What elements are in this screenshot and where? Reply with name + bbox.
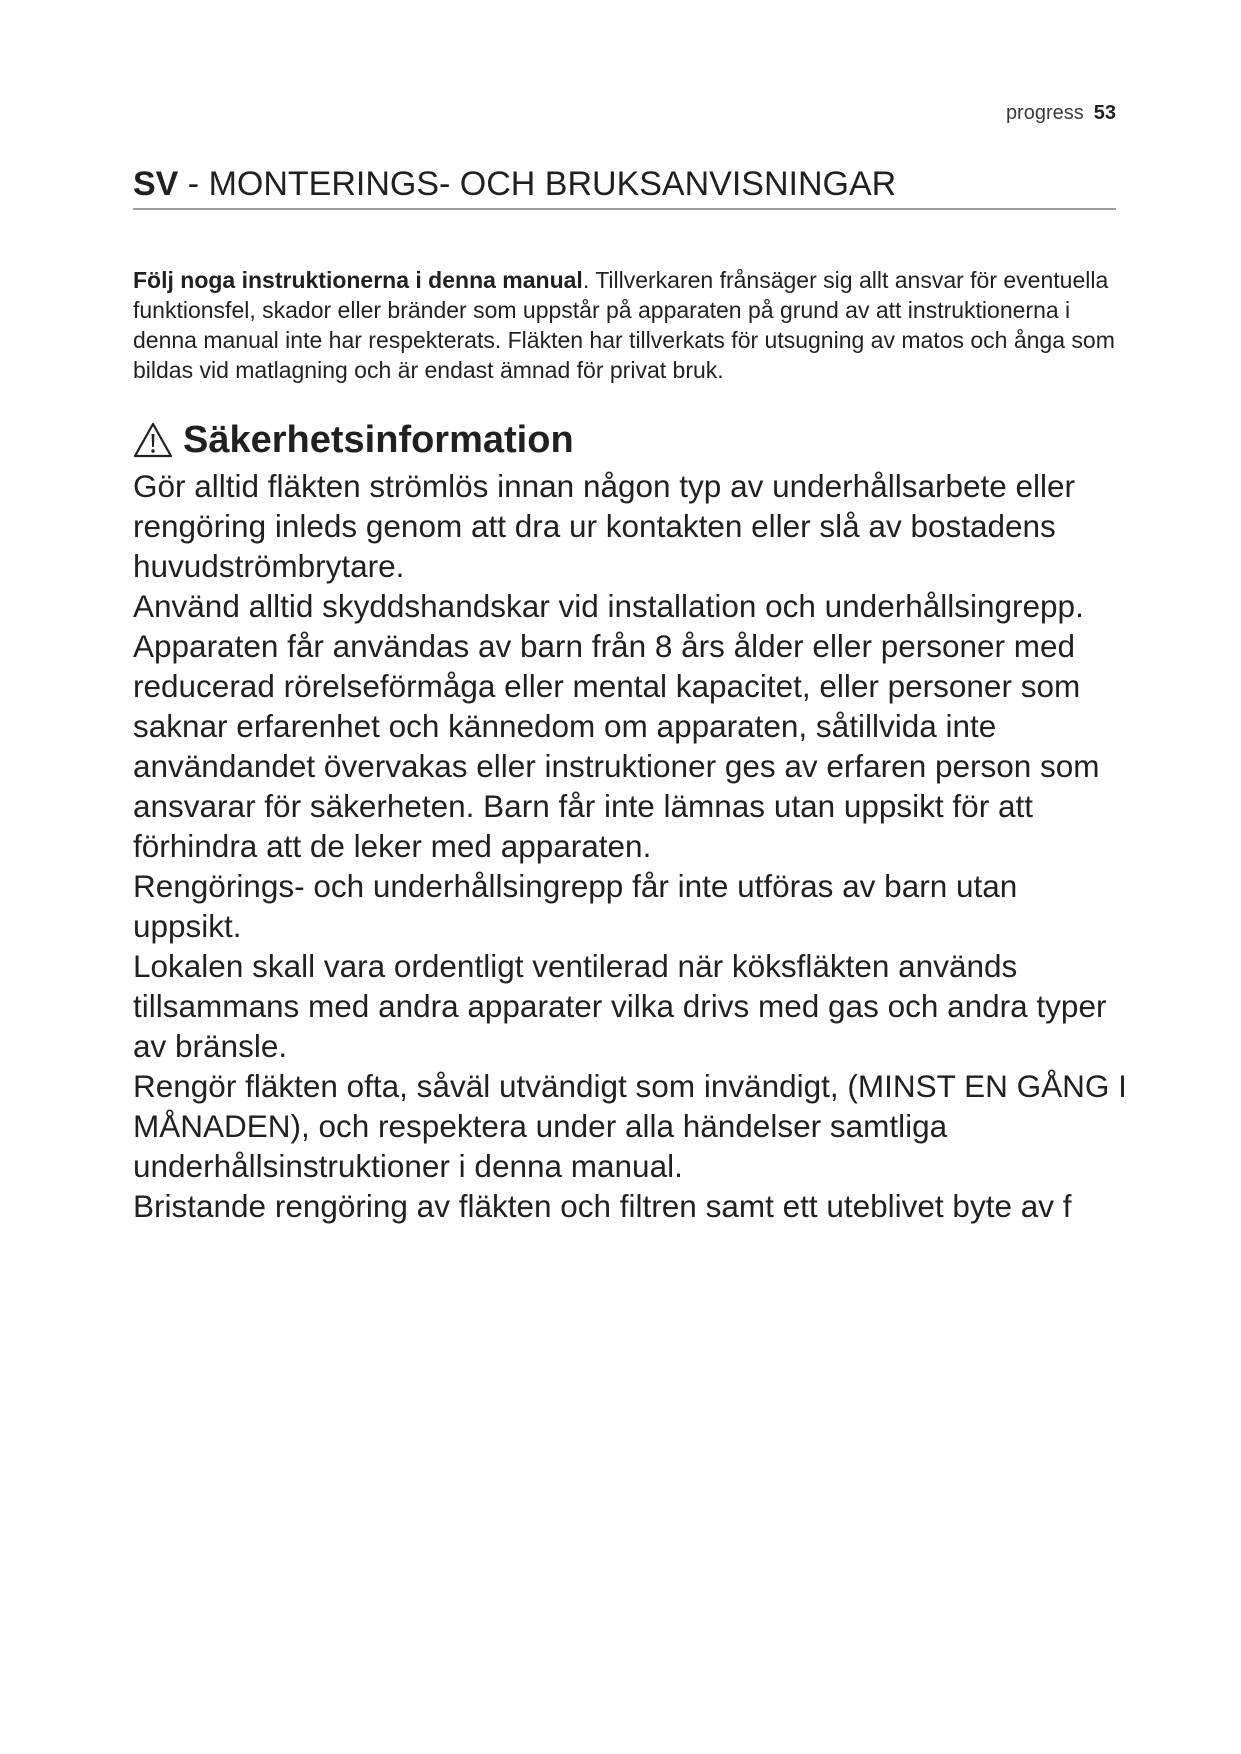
safety-heading bbox=[133, 418, 574, 462]
safety-text bbox=[133, 466, 1128, 1226]
language-code: SV bbox=[133, 165, 179, 203]
page-number: 53 bbox=[1093, 102, 1116, 124]
safety-paragraph: Använd alltid skyddshandskar vid installation och underhållsingrepp. bbox=[133, 588, 1084, 624]
page-title-text: - MONTERINGS- OCH BRUKSANVISNINGAR bbox=[178, 165, 897, 203]
safety-paragraph: Lokalen skall vara ordentligt ventilerad när köksfläkten används tillsammans med andra apparater vilka drivs med gas och andra typer av bränsle. bbox=[133, 948, 1107, 1064]
safety-paragraph: Rengörings- och underhållsingrepp får inte utföras av barn utan uppsikt. bbox=[133, 868, 1018, 944]
safety-paragraph: Bristande rengöring av fläkten och filtren samt ett uteblivet byte av f bbox=[133, 1188, 1072, 1224]
safety-paragraph: Rengör fläkten ofta, såväl utvändigt som invändigt, (MINST EN GÅNG I MÅNADEN), och respektera under alla händelser samtliga underhållsinstruktioner i denna manual. bbox=[133, 1068, 1127, 1184]
safety-paragraph: Gör alltid fläkten strömlös innan någon typ av underhållsarbete eller rengöring inleds genom att dra ur kontakten eller slå av bostadens huvudströmbrytare. bbox=[133, 468, 1076, 584]
intro-paragraph bbox=[133, 265, 1123, 385]
safety-paragraph: Apparaten får användas av barn från 8 års ålder eller personer med reducerad rörelseförmåga eller mental kapacitet, eller personer som saknar erfarenhet och kännedom om apparaten, såtillvida inte användandet övervakas eller instruktioner ges av erfaren person som ansvarar för säkerheten. Barn får inte lämnas utan uppsikt för att förhindra att de leker med apparaten. bbox=[133, 628, 1100, 864]
intro-text: . Tillverkaren frånsäger sig allt ansvar för eventuella funktionsfel, skador eller bränder som uppstår på apparaten på grund av att instruktionerna i denna manual inte har respekterats. Fläkten har tillverkats för utsugning av matos och ånga som bildas vid matlagning och är endast ämnad för privat bruk. bbox=[133, 267, 1115, 383]
intro-bold: Följ noga instruktionerna i denna manual bbox=[133, 267, 583, 293]
page-header bbox=[1006, 102, 1116, 125]
brand-name: progress bbox=[1005, 102, 1084, 124]
title-block bbox=[133, 164, 1116, 210]
section-title: Säkerhetsinformation bbox=[183, 419, 574, 461]
warning-triangle-icon bbox=[133, 422, 173, 458]
page-title bbox=[133, 164, 1116, 204]
